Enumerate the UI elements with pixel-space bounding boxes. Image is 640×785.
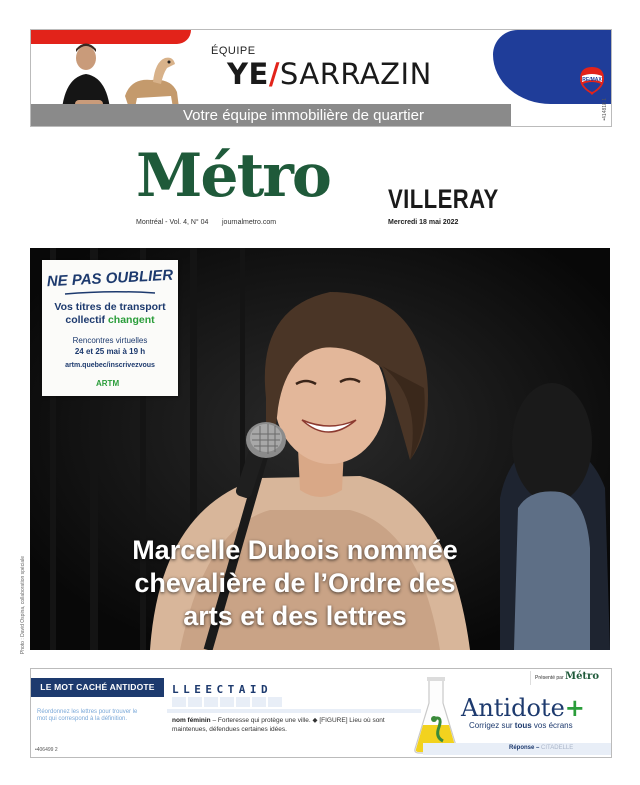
answer-label: Réponse – (509, 745, 540, 751)
artm-logo: ARTM (96, 379, 120, 388)
headline-line-3: arts et des lettres (183, 601, 407, 631)
photo-credit: Photo : David Ospina, collaboration spéciale (20, 556, 26, 655)
masthead-title: Métro (136, 141, 330, 211)
ad-brand-surname: SARRAZIN (279, 57, 432, 91)
antidote-brand-plus: + (564, 693, 585, 722)
presented-by-brand: Métro (565, 671, 599, 682)
bottom-ad-code: •406499 2 (35, 747, 58, 753)
masthead-edition: VILLERAY (388, 184, 499, 214)
antidote-advertisement[interactable] (30, 668, 612, 758)
ad-team-label: ÉQUIPE (211, 45, 256, 57)
svg-text:RE/MAX: RE/MAX (582, 77, 602, 83)
letter-grid (172, 697, 284, 707)
sticker-line-2b: changent (107, 314, 155, 326)
definition-term: nom féminin (172, 717, 211, 724)
definition-bar (167, 709, 421, 713)
slogan-c: vos écrans (531, 721, 573, 730)
headline-line-1: Marcelle Dubois nommée (132, 535, 458, 565)
sticker-line-2a: collectif (65, 314, 106, 326)
ad-brand-ye: YE (227, 57, 269, 91)
antidote-brand (461, 693, 585, 722)
definition-text: – Forteresse qui protège une ville. ◆ [FIGURE] Lieu où sont maintenues, défendues certaines idées. (172, 717, 385, 733)
sticker-url[interactable]: artm.quebec/inscrivezvous (65, 362, 155, 369)
sticker-underline (64, 290, 156, 296)
website-link[interactable]: journalmetro.com (222, 219, 277, 226)
slogan-a: Corrigez sur (469, 721, 515, 730)
top-advertisement[interactable] (30, 29, 612, 127)
hidden-word-label: LE MOT CACHÉ ANTIDOTE (31, 678, 164, 697)
ad-code: •414818 1 (602, 98, 608, 121)
dog-photo (117, 52, 187, 110)
sticker-line-4: 24 et 25 mai à 19 h (74, 347, 146, 356)
scrambled-letters: LLEECTAID (172, 683, 273, 696)
sticker-line-2 (42, 314, 178, 326)
answer-value: CITADELLE (541, 745, 574, 751)
headline-line-2: chevalière de l’Ordre des (134, 568, 456, 598)
sticker-title: NE PAS OUBLIER (46, 266, 174, 291)
presented-by-label: Présenté par (535, 675, 564, 681)
ad-tagline: Votre équipe immobilière de quartier (183, 107, 424, 124)
antidote-brand-name: Antidote (461, 694, 565, 722)
sticker-line-3: Rencontres virtuelles (72, 336, 148, 345)
ad-brand-slash: / (268, 57, 280, 91)
puzzle-definition (172, 716, 417, 734)
headline[interactable] (30, 534, 610, 633)
sticker-line-1: Vos titres de transport (54, 301, 166, 313)
ad-brand-name (227, 57, 432, 91)
remax-balloon-logo (579, 66, 605, 96)
puzzle-instructions: Réordonnez les lettres pour trouver le mot qui correspond à la définition. (37, 709, 138, 722)
issue-date: Mercredi 18 mai 2022 (388, 219, 459, 226)
slogan-b: tous (514, 721, 532, 730)
antidote-slogan (469, 721, 573, 730)
artm-sticker[interactable] (42, 260, 178, 396)
presented-by (530, 671, 611, 685)
answer (509, 745, 573, 751)
issue-info: Montréal - Vol. 4, N° 04 (136, 219, 209, 226)
